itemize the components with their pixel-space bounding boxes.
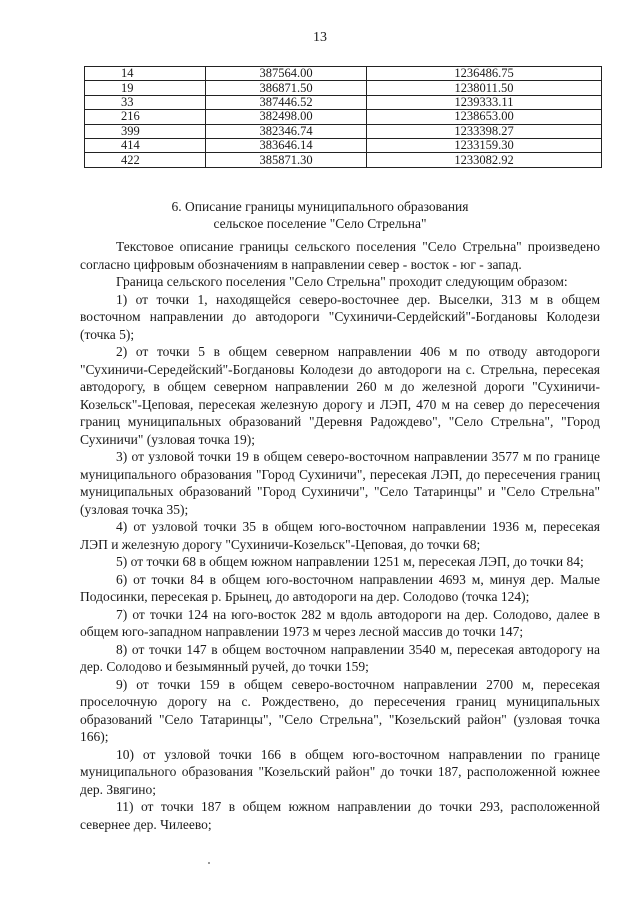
paragraph: Граница сельского поселения "Село Стрельна" проходит следующим образом:: [116, 274, 568, 289]
x-coordinate-cell: 387564.00: [206, 67, 367, 81]
point-number-cell: 399: [85, 124, 206, 138]
y-coordinate-cell: 1239333.11: [367, 95, 602, 109]
paragraph: 5) от точки 68 в общем южном направлении 1251 м, пересекая ЛЭП, до точки 84;: [116, 554, 584, 569]
paragraph: 10) от узловой точки 166 в общем юго-восточном направлении по границе муниципального образования "Козельский район" до точки 187, расположенной южнее дер. Звягино;: [80, 746, 600, 797]
paragraph: 6) от точки 84 в общем юго-восточном направлении 4693 м, минуя дер. Малые Подосинки, пересекая р. Брынец, до автодороги на дер. Солодово (точка 124);: [80, 571, 600, 604]
table-row: [85, 138, 602, 152]
x-coordinate-cell: 386871.50: [206, 81, 367, 95]
x-coordinate-cell: 387446.52: [206, 95, 367, 109]
paragraph: 3) от узловой точки 19 в общем северо-восточном направлении 3577 м по границе муниципального образования "Город Сухиничи", пересекая ЛЭП, до пересечения границ муниципальных образований "Город Сухиничи", "Село Татаринцы" и "Село Стрельна" (узловая точка 35);: [80, 449, 600, 517]
point-number-cell: 414: [85, 138, 206, 152]
paragraph: 7) от точки 124 на юго-восток 282 м вдоль автодороги на дер. Солодово, далее в общем юго-западном направлении 1973 м через лесной массив до точки 147;: [80, 606, 600, 639]
scan-speck: [208, 862, 210, 864]
point-number-cell: 422: [85, 153, 206, 167]
point-number-cell: 19: [85, 81, 206, 95]
paragraph: 1) от точки 1, находящейся северо-восточнее дер. Выселки, 313 м в общем восточном направлении до автодороги "Сухиничи-Сердейский"-Богдановы Колодези (точка 5);: [80, 291, 600, 342]
table-row: [85, 95, 602, 109]
table-row: [85, 67, 602, 81]
paragraph: 9) от точки 159 в общем северо-восточном направлении 2700 м, пересекая проселочную дорогу на с. Рождествено, до пересечения границ муниципальных образований "Село Татаринцы", "Село Стрельна", "Козельский район" (узловая точка 166);: [80, 676, 600, 744]
paragraph: 4) от узловой точки 35 в общем юго-восточном направлении 1936 м, пересекая ЛЭП и железную дорогу "Сухиничи-Козельск"-Цеповая, до точки 68;: [80, 519, 600, 552]
paragraph: 8) от точки 147 в общем восточном направлении 3540 м, пересекая автодорогу на дер. Солодово и безымянный ручей, до точки 159;: [80, 641, 600, 674]
section-title: [0, 198, 640, 232]
point-number-cell: 216: [85, 110, 206, 124]
x-coordinate-cell: 382498.00: [206, 110, 367, 124]
table-row: [85, 153, 602, 167]
table-row: [85, 110, 602, 124]
boundary-description: [80, 238, 600, 833]
paragraph: Текстовое описание границы сельского поселения "Село Стрельна" произведено согласно цифровым обозначениям в направлении север - восток - юг - запад.: [80, 239, 600, 272]
y-coordinate-cell: 1233082.92: [367, 153, 602, 167]
x-coordinate-cell: 382346.74: [206, 124, 367, 138]
paragraph: 11) от точки 187 в общем южном направлении до точки 293, расположенной севернее дер. Чилеево;: [80, 799, 600, 832]
page-number: 13: [313, 30, 327, 45]
section-title-line-1: 6. Описание границы муниципального образования: [171, 199, 469, 214]
section-title-line-2: сельское поселение "Село Стрельна": [213, 216, 427, 231]
y-coordinate-cell: 1233398.27: [367, 124, 602, 138]
y-coordinate-cell: 1233159.30: [367, 138, 602, 152]
point-number-cell: 33: [85, 95, 206, 109]
x-coordinate-cell: 383646.14: [206, 138, 367, 152]
table-row: [85, 124, 602, 138]
x-coordinate-cell: 385871.30: [206, 153, 367, 167]
coordinate-table: [84, 66, 602, 168]
paragraph: 2) от точки 5 в общем северном направлении 406 м по отводу автодороги "Сухиничи-Середейский"-Богдановы Колодези до автодороги на с. Стрельна, пересекая автодорогу, в общем северном направлении 260 м до железной дороги "Сухиничи-Козельск"-Цеповая, пересекая железную дорогу и ЛЭП, 470 м на север до пересечения границ муниципальных образований "Деревня Радождево", "Село Стрельна", "Город Сухиничи" (узловая точка 19);: [80, 344, 600, 447]
y-coordinate-cell: 1238653.00: [367, 110, 602, 124]
y-coordinate-cell: 1236486.75: [367, 67, 602, 81]
point-number-cell: 14: [85, 67, 206, 81]
table-row: [85, 81, 602, 95]
y-coordinate-cell: 1238011.50: [367, 81, 602, 95]
